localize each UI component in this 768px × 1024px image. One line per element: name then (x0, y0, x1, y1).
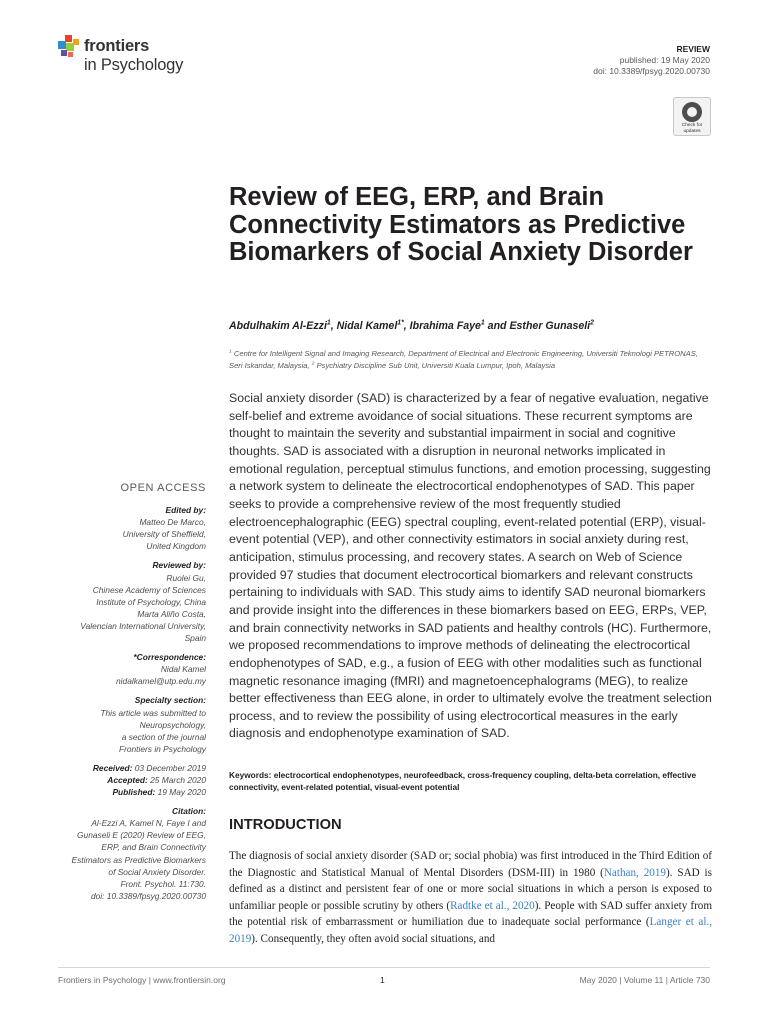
citation-link[interactable]: Radtke et al., 2020 (450, 899, 535, 912)
citation-line: Al-Ezzi A, Kamel N, Faye I and (91, 818, 206, 829)
correspondence-block (36, 651, 206, 687)
correspondence-label: *Correspondence: (133, 652, 206, 663)
editor-line[interactable]: Matteo De Marco, (139, 517, 206, 528)
affiliation-mark: 2 (311, 361, 315, 367)
edited-by-block (36, 504, 206, 552)
reviewed-by-label: Reviewed by: (152, 560, 206, 571)
author-separator: , (403, 320, 410, 332)
footer-divider (58, 967, 710, 968)
published-date-sidebar: 19 May 2020 (155, 787, 206, 798)
page-number: 1 (380, 975, 385, 985)
abstract: Social anxiety disorder (SAD) is characterized by a fear of negative evaluation, negative self-belief and extreme avoidance of social situations. These recurrent symptoms are thought to maintain the severity and substantial impairment in social and cognitive thoughts. SAD is associated with a disruption in neuronal networks implicated in emotional regulation, perceptual stimulus functions, and emotion processing, suggesting a network system to delineate the electrocortical endophenotypes of SAD. This paper seeks to provide a comprehensive review of the most frequently studied electroencephalographic (EEG) spectral coupling, event-related potential (ERP), visual-event potential (VEP), and other connectivity estimators in social anxiety during rest, anticipation, stimulus processing, and recovery states. A search on Web of Science provided 97 studies that document electrocortical biomarkers and relevant constructs pertaining to individuals with SAD. This study aims to identify SAD neuronal biomarkers and provide insight into the differences in these biomarkers based on EEG, ERPs, VEP, and brain connectivity networks in SAD patients and healthy controls (HC). Furthermore, we proposed recommendations to improve methods of delineating the electrocortical endophenotypes of SAD, e.g., a fusion of EEG with other modalities such as functional magnetic resonance imaging (fMRI) and magnetoencephalograms (MEG), to realize better effectiveness than EEG alone, in order to ultimately evolve the treatment selection process, and to review the possibility of using electrocortical measures in the early diagnosis and endophenotype examination of SAD. (229, 391, 712, 741)
author-list (229, 320, 594, 332)
article-info-sidebar (36, 482, 206, 909)
reviewer-line: Chinese Academy of Sciences (92, 584, 206, 595)
citation-line: Estimators as Predictive Biomarkers (71, 854, 206, 865)
specialty-line: This article was submitted to (100, 707, 206, 718)
author-separator: , (330, 320, 337, 332)
citation-line: Front. Psychol. 11:730. (120, 878, 206, 889)
specialty-line: Frontiers in Psychology (118, 743, 206, 754)
reviewed-by-block (36, 559, 206, 644)
author-affiliation-mark: 1 (326, 319, 331, 327)
affiliation-mark: 1 (229, 349, 232, 355)
check-for-updates-button[interactable] (673, 97, 711, 136)
reviewer-line: Institute of Psychology, China (96, 596, 206, 607)
citation-link[interactable]: Langer et al., 2019 (229, 916, 712, 945)
accepted-date: 25 March 2020 (147, 774, 206, 785)
author-affiliation-mark: 1 (480, 319, 485, 327)
accepted-label: Accepted: (107, 774, 148, 785)
received-label: Received: (92, 762, 133, 773)
correspondence-name: Nidal Kamel (160, 664, 206, 675)
intro-text: ). SAD is defined as a distinct and persistent fear of one or more social situations in which a person is exposed to unfamiliar people or possible scrutiny by others ( (229, 866, 712, 912)
author[interactable]: Esther Gunaseli (509, 320, 591, 332)
intro-text: ). Consequently, they often avoid social situations, and (251, 932, 495, 945)
intro-text: The diagnosis of social anxiety disorder (SAD or; social phobia) was first introduced in the Third Edition of the Diagnostic and Statistical Manual of Mental Disorders (DSM-III) in 1980 ( (229, 850, 712, 879)
article-title: Review of EEG, ERP, and Brain Connectivity Estimators as Predictive Biomarkers of Social Anxiety Disorder (229, 183, 693, 266)
author[interactable]: Ibrahima Faye (409, 320, 481, 332)
affiliations (229, 348, 713, 372)
received-date: 03 December 2019 (132, 762, 206, 773)
editor-line: United Kingdom (146, 541, 206, 552)
footer-issue-info: May 2020 | Volume 11 | Article 730 (579, 975, 710, 985)
citation-line: ERP, and Brain Connectivity (101, 842, 206, 853)
author-separator: and (484, 320, 510, 332)
reviewer-line: Spain (184, 633, 206, 644)
journal-brand: frontiers (84, 37, 150, 55)
open-access-label: OPEN ACCESS (120, 482, 206, 494)
specialty-label: Specialty section: (134, 695, 206, 706)
check-updates-icon (682, 102, 702, 122)
edited-by-label: Edited by: (165, 505, 206, 516)
specialty-block (36, 694, 206, 754)
citation-link[interactable]: Nathan, 2019 (603, 866, 666, 879)
keywords (229, 770, 712, 793)
citation-doi[interactable]: doi: 10.3389/fpsyg.2020.00730 (90, 890, 206, 901)
dates-block (36, 762, 206, 798)
journal-name: in Psychology (84, 56, 184, 74)
specialty-line: a section of the journal (121, 731, 206, 742)
citation-line: of Social Anxiety Disorder. (108, 866, 206, 877)
citation-label: Citation: (172, 806, 206, 817)
author[interactable]: Abdulhakim Al-Ezzi (229, 320, 327, 332)
published-label: Published: (112, 787, 156, 798)
footer-journal-link[interactable]: Frontiers in Psychology | www.frontiersin.org (58, 975, 226, 985)
author-affiliation-mark: 1* (397, 319, 404, 327)
affiliation-text: Centre for Intelligent Signal and Imaging Research, Department of Electrical and Electronic Engineering, Universiti Teknologi PETRONAS, Seri Iskandar, Malaysia, (229, 349, 698, 370)
editor-line: University of Sheffield, (122, 529, 206, 540)
specialty-line: Neuropsychology, (139, 719, 206, 730)
introduction-paragraph (229, 848, 712, 947)
author[interactable]: Nidal Kamel (336, 320, 398, 332)
author-affiliation-mark: 2 (590, 319, 594, 327)
affiliation-text: Psychiatry Discipline Sub Unit, Universiti Kuala Lumpur, Ipoh, Malaysia (314, 361, 556, 370)
citation-line: Gunaseli E (2020) Review of EEG, (77, 830, 206, 841)
correspondence-email[interactable]: nidalkamel@utp.edu.my (116, 676, 206, 687)
intro-text: ). People with SAD suffer anxiety from the potential risk of embarrassment or humiliation due to inadequate social performance ( (229, 899, 713, 929)
section-heading-introduction: INTRODUCTION (229, 817, 342, 833)
article-doi[interactable]: doi: 10.3389/fpsyg.2020.00730 (593, 66, 710, 76)
reviewer-line[interactable]: Ruolei Gu, (166, 572, 206, 583)
keywords-label: Keywords: (229, 770, 272, 780)
reviewer-line: Valencian International University, (80, 620, 206, 631)
article-type: REVIEW (676, 44, 710, 54)
journal-logo[interactable] (58, 34, 208, 84)
article-header (593, 44, 710, 77)
reviewer-line[interactable]: Marta Aliño Costa, (137, 608, 206, 619)
check-updates-label: Check for updates (681, 123, 703, 134)
keywords-text: electrocortical endophenotypes, neurofeedback, cross-frequency coupling, delta-beta correlation, effective connectivity, event-related potential, visual-event potential (229, 770, 697, 792)
published-date: published: 19 May 2020 (619, 55, 710, 65)
citation-block (36, 805, 206, 902)
frontiers-logo-icon (58, 35, 80, 61)
